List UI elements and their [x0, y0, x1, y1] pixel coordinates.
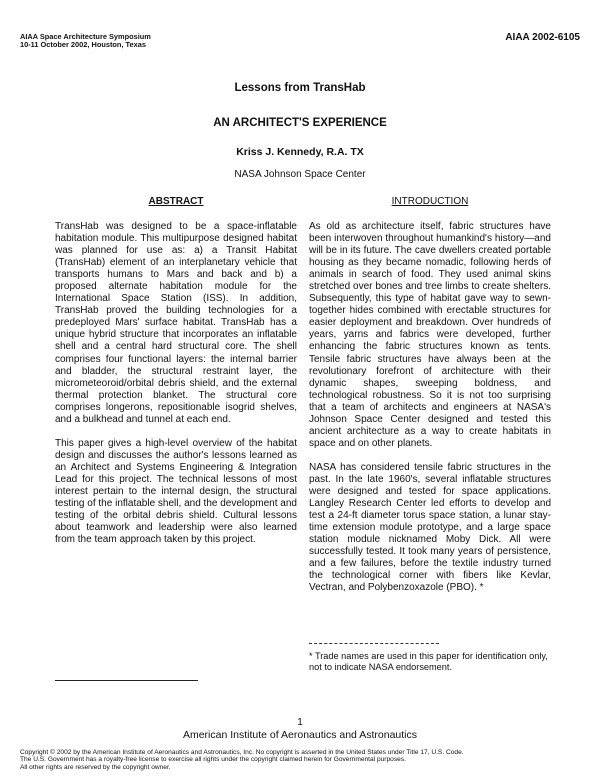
abstract-heading: ABSTRACT — [148, 196, 204, 207]
paper-title: Lessons from TransHab — [234, 82, 366, 94]
page-number: 1 — [297, 717, 303, 728]
introduction-heading: INTRODUCTION — [391, 196, 469, 207]
footnote: * Trade names are used in this paper for identification only, not to indicate NASA endorsement. — [309, 651, 548, 673]
author-name: Kriss J. Kennedy, R.A. TX — [236, 146, 364, 158]
introduction-section — [309, 221, 551, 606]
organization-name: American Institute of Aeronautics and Astronautics — [182, 729, 418, 741]
left-column-rule — [55, 680, 198, 681]
paper-subtitle: AN ARCHITECT'S EXPERIENCE — [213, 117, 387, 129]
introduction-paragraph: NASA has considered tensile fabric structures in the past. In the late 1960's, several inflatable structures were designed and tested for space applications. Langley Research Center led efforts to develop and test a 24-ft diameter torus space station, a lunar stay-time extension module prototype, and a large space station module nicknamed Moby Dick. All were successfully tested. It took many years of persistence, and a few failures, before the textile industry turned the technological corner with fibers like Kevlar, Vectran, and Polybenzoxazole (PBO). * — [309, 461, 551, 594]
paper-id: AIAA 2002-6105 — [505, 32, 580, 43]
copyright-line: All other rights are reserved by the copyright owner. — [20, 763, 171, 771]
abstract-section — [55, 221, 297, 558]
introduction-paragraph: As old as architecture itself, fabric structures have been interwoven throughout humankind's history—and will be in its future. The cave dwellers created portable housing as they became nomadic, following herds of animals in search of food. They used animal skins stretched over bones and tree limbs to create shelters. Subsequently, this type of habitat gave way to sewn-together hides combined with erectable structures for easier deployment and breakdown. Over hundreds of years, yarns and fabrics were developed, further enhancing the fabric structures known as tents. Tensile fabric structures have always been at the revolutionary forefront of architecture with their dynamic shapes, sweeping boldness, and technological robustness. So it is not too surprising that a team of architects and engineers at NASA's Johnson Space Center designed and tested this ancient architecture as a way to create habitats in space and on other planets. — [309, 221, 551, 449]
author-affiliation: NASA Johnson Space Center — [234, 169, 366, 180]
conference-date: 10-11 October 2002, Houston, Texas — [20, 40, 146, 50]
conference-name: AIAA Space Architecture Symposium — [20, 32, 151, 41]
footnote-separator — [309, 643, 439, 644]
abstract-paragraph: This paper gives a high-level overview of the habitat design and discusses the author's lessons learned as an Architect and Systems Engineering & Integration Lead for this project. The technical lessons of most interest pertain to the internal design, the structural testing of the inflatable shell, and the development and testing of the orbital debris shield. Cultural lessons about teamwork and leadership were also learned from the team approach taken by this project. — [55, 437, 297, 546]
abstract-paragraph: TransHab was designed to be a space-inflatable habitation module. This multipurpose designed habitat was planned for use as: a) a Transit Habitat (TransHab) element of an interplanetary vehicle that transports humans to Mars and back and b) a proposed alternate habitation module for the International Space Station (ISS). In addition, TransHab proved the building technologies for a predeployed Mars' surface habitat. TransHab has a unique hybrid structure that incorporates an inflatable shell and a central hard structural core. The shell comprises four functional layers: the internal barrier and bladder, the structural restraint layer, the micrometeoroid/orbital debris shield, and the external thermal protection blanket. The structural core comprises longerons, repositionable isogrid shelves, and a bulkhead and tunnel at each end. — [55, 221, 297, 425]
copyright-notice — [20, 749, 590, 771]
conference-info — [20, 33, 151, 49]
copyright-line: Copyright © 2002 by the American Institute of Aeronautics and Astronautics, Inc. No copyright is asserted in the United States under Title 17, U.S. Code. — [20, 749, 464, 756]
copyright-line: The U.S. Government has a royalty-free license to exercise all rights under the copyright claimed herein for Governmental purposes. — [20, 756, 406, 764]
